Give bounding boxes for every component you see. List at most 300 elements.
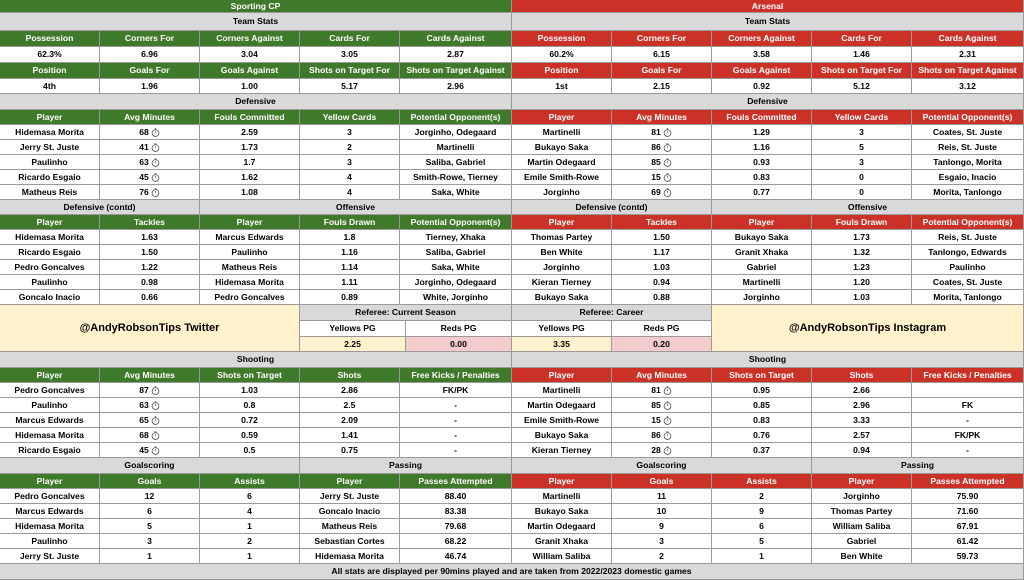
offensive-cell: 1.32 [812,245,912,260]
shooting-cell: - [400,413,512,428]
referee-yellows-value: 3.35 [512,337,612,352]
team-stat-header: Cards Against [400,31,512,47]
offensive-header: Potential Opponent(s) [912,215,1024,230]
referee-reds-value: 0.20 [612,337,712,352]
shooting-cell: 0.5 [200,443,300,458]
offensive-cell: Saliba, Gabriel [400,245,512,260]
referee-reds-value: 0.00 [406,337,512,352]
defensive-header: Fouls Committed [200,110,300,125]
minutes-value: 28 [651,444,661,455]
team-stat-value: 2.15 [612,79,712,94]
sporting-team-title: Sporting CP [0,0,512,13]
goalscoring-header: Goals [612,474,712,489]
offensive-cell: Tanlongo, Edwards [912,245,1024,260]
minutes-value: 63 [139,156,149,167]
offensive-cell: 1.11 [300,275,400,290]
shooting-header: Free Kicks / Penalties [912,368,1024,383]
team-stat-value: 1.96 [100,79,200,94]
shooting-cell: - [912,443,1024,458]
footer-note: All stats are displayed per 90mins played and are taken from 2022/2023 domestic games [0,564,1024,580]
passing-header: Player [812,474,912,489]
team-stat-value: 5.17 [300,79,400,94]
defensive-cell [100,125,200,140]
goalscoring-cell: 1 [100,549,200,564]
defensive-contd-header: Player [0,215,100,230]
goalscoring-cell: 1 [200,549,300,564]
defensive-cell: 0 [812,170,912,185]
passing-cell: 61.42 [912,534,1024,549]
passing-cell: Thomas Partey [812,504,912,519]
team-stat-header: Goals For [100,63,200,79]
goalscoring-cell: 3 [612,534,712,549]
minutes-value: 45 [139,171,149,182]
arsenal-team-title: Arsenal [512,0,1024,13]
defensive-cell [100,155,200,170]
defensive-cell: 3 [812,125,912,140]
passing-title: Passing [300,458,512,474]
stopwatch-icon [151,158,160,167]
passing-cell: 59.73 [912,549,1024,564]
passing-cell: 79.68 [400,519,512,534]
defensive-title: Defensive [512,94,1024,110]
shooting-header: Shots on Target [200,368,300,383]
minutes-value: 87 [139,384,149,395]
defensive-contd-cell: 0.94 [612,275,712,290]
passing-cell: 75.90 [912,489,1024,504]
offensive-cell: Jorginho [712,290,812,305]
shooting-cell: 0.94 [812,443,912,458]
defensive-cell: Jorginho, Odegaard [400,125,512,140]
shooting-cell: 2.96 [812,398,912,413]
shooting-cell [612,413,712,428]
goalscoring-cell: 9 [612,519,712,534]
offensive-cell: 1.73 [812,230,912,245]
shooting-cell [100,383,200,398]
team-stats-title: Team Stats [512,13,1024,31]
defensive-cell [612,140,712,155]
team-stat-header: Possession [0,31,100,47]
offensive-cell: 1.03 [812,290,912,305]
shooting-cell: - [912,413,1024,428]
shooting-cell: 0.72 [200,413,300,428]
team-stat-header: Shots on Target Against [400,63,512,79]
defensive-cell [100,170,200,185]
defensive-contd-cell: 1.63 [100,230,200,245]
offensive-cell: Martinelli [712,275,812,290]
defensive-cell: 1.08 [200,185,300,200]
minutes-value: 15 [651,414,661,425]
passing-cell: 71.60 [912,504,1024,519]
referee-reds-header: Reds PG [406,321,512,337]
goalscoring-cell: 3 [100,534,200,549]
defensive-cell: Coates, St. Juste [912,125,1024,140]
stopwatch-icon [151,173,160,182]
goalscoring-cell: 4 [200,504,300,519]
team-stat-header: Cards For [300,31,400,47]
goalscoring-cell: 10 [612,504,712,519]
defensive-cell: Smith-Rowe, Tierney [400,170,512,185]
team-stat-header: Shots on Target Against [912,63,1024,79]
passing-cell: Jorginho [812,489,912,504]
shooting-cell [612,398,712,413]
defensive-contd-title: Defensive (contd) [512,200,712,215]
team-stat-header: Corners For [100,31,200,47]
defensive-cell: Morita, Tanlongo [912,185,1024,200]
minutes-value: 76 [139,186,149,197]
shooting-cell: 1.41 [300,428,400,443]
defensive-contd-cell: 1.50 [100,245,200,260]
shooting-cell: Kieran Tierney [512,443,612,458]
goalscoring-cell: 11 [612,489,712,504]
defensive-contd-header: Tackles [612,215,712,230]
goalscoring-header: Goals [100,474,200,489]
shooting-cell: - [400,398,512,413]
goalscoring-cell: Jerry St. Juste [0,549,100,564]
defensive-cell: Ricardo Esgaio [0,170,100,185]
defensive-cell: 4 [300,185,400,200]
defensive-cell: Matheus Reis [0,185,100,200]
shooting-cell: FK/PK [400,383,512,398]
stopwatch-icon [663,446,672,455]
stopwatch-icon [663,416,672,425]
minutes-value: 81 [651,384,661,395]
goalscoring-header: Player [0,474,100,489]
offensive-header: Fouls Drawn [812,215,912,230]
defensive-header: Fouls Committed [712,110,812,125]
passing-cell: 88.40 [400,489,512,504]
defensive-contd-cell: 1.17 [612,245,712,260]
team-stat-value: 6.96 [100,47,200,63]
shooting-cell: Marcus Edwards [0,413,100,428]
team-stat-value: 2.96 [400,79,512,94]
shooting-cell: Ricardo Esgaio [0,443,100,458]
goalscoring-cell: Granit Xhaka [512,534,612,549]
team-stat-header: Position [512,63,612,79]
team-stat-header: Shots on Target For [300,63,400,79]
passing-header: Player [300,474,400,489]
team-stat-value: 1st [512,79,612,94]
team-stat-header: Goals For [612,63,712,79]
defensive-cell: Martinelli [400,140,512,155]
offensive-cell: 0.89 [300,290,400,305]
stopwatch-icon [151,401,160,410]
defensive-cell: 1.29 [712,125,812,140]
offensive-cell: Bukayo Saka [712,230,812,245]
shooting-cell: Paulinho [0,398,100,413]
defensive-cell [100,140,200,155]
offensive-cell: Tierney, Xhaka [400,230,512,245]
twitter-promo: @AndyRobsonTips Twitter [0,305,300,352]
team-stat-value: 2.87 [400,47,512,63]
shooting-cell [612,383,712,398]
goalscoring-header: Assists [200,474,300,489]
goalscoring-header: Assists [712,474,812,489]
goalscoring-cell: 12 [100,489,200,504]
goalscoring-cell: 6 [100,504,200,519]
shooting-cell: 1.03 [200,383,300,398]
defensive-cell: Jorginho [512,185,612,200]
stopwatch-icon [663,431,672,440]
passing-cell: Goncalo Inacio [300,504,400,519]
defensive-contd-cell: Bukayo Saka [512,290,612,305]
offensive-header: Player [200,215,300,230]
shooting-cell: 0.76 [712,428,812,443]
passing-cell: 83.38 [400,504,512,519]
defensive-cell: 0 [812,185,912,200]
defensive-cell: Hidemasa Morita [0,125,100,140]
offensive-cell: Hidemasa Morita [200,275,300,290]
shooting-header: Shots [812,368,912,383]
defensive-contd-cell: Hidemasa Morita [0,230,100,245]
defensive-contd-cell: Ricardo Esgaio [0,245,100,260]
team-stat-value: 4th [0,79,100,94]
defensive-cell: Saka, White [400,185,512,200]
offensive-cell: Reis, St. Juste [912,230,1024,245]
defensive-header: Yellow Cards [812,110,912,125]
passing-cell: Gabriel [812,534,912,549]
stopwatch-icon [151,416,160,425]
offensive-cell: Pedro Goncalves [200,290,300,305]
goalscoring-title: Goalscoring [512,458,812,474]
team-stat-header: Corners Against [712,31,812,47]
shooting-cell: - [400,443,512,458]
passing-cell: William Saliba [812,519,912,534]
defensive-cell [100,185,200,200]
shooting-cell: Martinelli [512,383,612,398]
stopwatch-icon [151,128,160,137]
defensive-header: Avg Minutes [612,110,712,125]
instagram-promo: @AndyRobsonTips Instagram [712,305,1024,352]
stopwatch-icon [663,143,672,152]
shooting-cell: FK/PK [912,428,1024,443]
team-stats-title: Team Stats [0,13,512,31]
shooting-cell: Hidemasa Morita [0,428,100,443]
team-stat-value: 1.46 [812,47,912,63]
passing-cell: Hidemasa Morita [300,549,400,564]
stopwatch-icon [151,143,160,152]
defensive-contd-cell: Thomas Partey [512,230,612,245]
offensive-cell: Granit Xhaka [712,245,812,260]
goalscoring-cell: 6 [200,489,300,504]
referee-yellows-header: Yellows PG [300,321,406,337]
team-stat-value: 60.2% [512,47,612,63]
minutes-value: 85 [651,156,661,167]
passing-cell: Jerry St. Juste [300,489,400,504]
shooting-cell: FK [912,398,1024,413]
goalscoring-cell: 1 [712,549,812,564]
stopwatch-icon [663,173,672,182]
defensive-cell [612,185,712,200]
stopwatch-icon [151,188,160,197]
shooting-cell: 0.75 [300,443,400,458]
passing-cell: Sebastian Cortes [300,534,400,549]
defensive-cell: 2.59 [200,125,300,140]
defensive-cell [612,170,712,185]
defensive-header: Player [0,110,100,125]
referee-reds-header: Reds PG [612,321,712,337]
defensive-cell: 1.73 [200,140,300,155]
team-stat-header: Position [0,63,100,79]
goalscoring-cell: Martin Odegaard [512,519,612,534]
defensive-cell [612,125,712,140]
offensive-header: Player [712,215,812,230]
team-stat-value: 0.92 [712,79,812,94]
team-stat-header: Cards Against [912,31,1024,47]
defensive-cell: 3 [300,125,400,140]
minutes-value: 63 [139,399,149,410]
passing-cell: Ben White [812,549,912,564]
defensive-cell: 4 [300,170,400,185]
defensive-cell: Esgaio, Inacio [912,170,1024,185]
defensive-cell: 0.83 [712,170,812,185]
stopwatch-icon [151,431,160,440]
defensive-cell: Jerry St. Juste [0,140,100,155]
defensive-cell: Tanlongo, Morita [912,155,1024,170]
referee-yellows-value: 2.25 [300,337,406,352]
minutes-value: 85 [651,399,661,410]
defensive-contd-cell: Jorginho [512,260,612,275]
defensive-header: Avg Minutes [100,110,200,125]
shooting-header: Free Kicks / Penalties [400,368,512,383]
team-stat-header: Goals Against [200,63,300,79]
referee-yellows-header: Yellows PG [512,321,612,337]
shooting-cell: Emile Smith-Rowe [512,413,612,428]
team-stat-value: 62.3% [0,47,100,63]
goalscoring-cell: Martinelli [512,489,612,504]
shooting-cell [612,443,712,458]
passing-cell: Matheus Reis [300,519,400,534]
offensive-cell: Paulinho [912,260,1024,275]
shooting-cell: 0.85 [712,398,812,413]
team-stat-header: Corners Against [200,31,300,47]
defensive-contd-title: Defensive (contd) [0,200,200,215]
shooting-cell [612,428,712,443]
team-stat-header: Goals Against [712,63,812,79]
offensive-cell: Gabriel [712,260,812,275]
shooting-cell [912,383,1024,398]
goalscoring-cell: 5 [712,534,812,549]
defensive-cell: 1.16 [712,140,812,155]
stopwatch-icon [663,188,672,197]
shooting-cell: 0.59 [200,428,300,443]
offensive-cell: 1.14 [300,260,400,275]
team-stat-value: 3.04 [200,47,300,63]
team-stat-value: 2.31 [912,47,1024,63]
defensive-cell: Emile Smith-Rowe [512,170,612,185]
minutes-value: 86 [651,429,661,440]
defensive-cell: 2 [300,140,400,155]
team-stat-value: 6.15 [612,47,712,63]
offensive-header: Potential Opponent(s) [400,215,512,230]
team-stat-header: Corners For [612,31,712,47]
stopwatch-icon [151,446,160,455]
offensive-cell: White, Jorginho [400,290,512,305]
offensive-cell: Matheus Reis [200,260,300,275]
shooting-cell: 2.57 [812,428,912,443]
defensive-contd-header: Tackles [100,215,200,230]
defensive-cell: 3 [300,155,400,170]
shooting-cell: Bukayo Saka [512,428,612,443]
shooting-cell: 2.09 [300,413,400,428]
defensive-contd-cell: 1.50 [612,230,712,245]
shooting-cell [100,398,200,413]
offensive-cell: 1.16 [300,245,400,260]
team-stat-header: Shots on Target For [812,63,912,79]
defensive-contd-cell: Paulinho [0,275,100,290]
goalscoring-cell: William Saliba [512,549,612,564]
defensive-contd-cell: Pedro Goncalves [0,260,100,275]
shooting-title: Shooting [0,352,512,368]
goalscoring-cell: Bukayo Saka [512,504,612,519]
defensive-contd-cell: 1.03 [612,260,712,275]
goalscoring-cell: 1 [200,519,300,534]
minutes-value: 69 [651,186,661,197]
offensive-cell: Morita, Tanlongo [912,290,1024,305]
shooting-cell: 0.37 [712,443,812,458]
goalscoring-cell: 2 [612,549,712,564]
defensive-contd-cell: Kieran Tierney [512,275,612,290]
defensive-cell: Bukayo Saka [512,140,612,155]
shooting-cell: Pedro Goncalves [0,383,100,398]
minutes-value: 68 [139,429,149,440]
defensive-contd-cell: 0.66 [100,290,200,305]
offensive-cell: 1.20 [812,275,912,290]
offensive-cell: 1.8 [300,230,400,245]
defensive-contd-cell: 0.88 [612,290,712,305]
defensive-cell: Reis, St. Juste [912,140,1024,155]
offensive-title: Offensive [712,200,1024,215]
offensive-cell: Paulinho [200,245,300,260]
defensive-cell: Saliba, Gabriel [400,155,512,170]
goalscoring-cell: 5 [100,519,200,534]
stopwatch-icon [663,386,672,395]
goalscoring-cell: Paulinho [0,534,100,549]
shooting-header: Shots [300,368,400,383]
minutes-value: 86 [651,141,661,152]
goalscoring-cell: Hidemasa Morita [0,519,100,534]
goalscoring-cell: 9 [712,504,812,519]
shooting-cell [100,413,200,428]
passing-header: Passes Attempted [400,474,512,489]
goalscoring-cell: Pedro Goncalves [0,489,100,504]
defensive-contd-cell: Ben White [512,245,612,260]
team-stat-value: 3.05 [300,47,400,63]
passing-cell: 46.74 [400,549,512,564]
offensive-header: Fouls Drawn [300,215,400,230]
minutes-value: 15 [651,171,661,182]
shooting-cell: 3.33 [812,413,912,428]
offensive-cell: Coates, St. Juste [912,275,1024,290]
shooting-cell [100,428,200,443]
defensive-cell: 5 [812,140,912,155]
shooting-cell: 0.95 [712,383,812,398]
team-stat-value: 1.00 [200,79,300,94]
defensive-contd-cell: 1.22 [100,260,200,275]
goalscoring-cell: 6 [712,519,812,534]
minutes-value: 41 [139,141,149,152]
shooting-cell: - [400,428,512,443]
defensive-contd-cell: 0.98 [100,275,200,290]
stopwatch-icon [151,386,160,395]
defensive-cell: 1.62 [200,170,300,185]
defensive-cell: 1.7 [200,155,300,170]
offensive-cell: 1.23 [812,260,912,275]
passing-header: Passes Attempted [912,474,1024,489]
defensive-cell [612,155,712,170]
shooting-cell: 2.86 [300,383,400,398]
goalscoring-cell: 2 [200,534,300,549]
team-stat-value: 3.58 [712,47,812,63]
